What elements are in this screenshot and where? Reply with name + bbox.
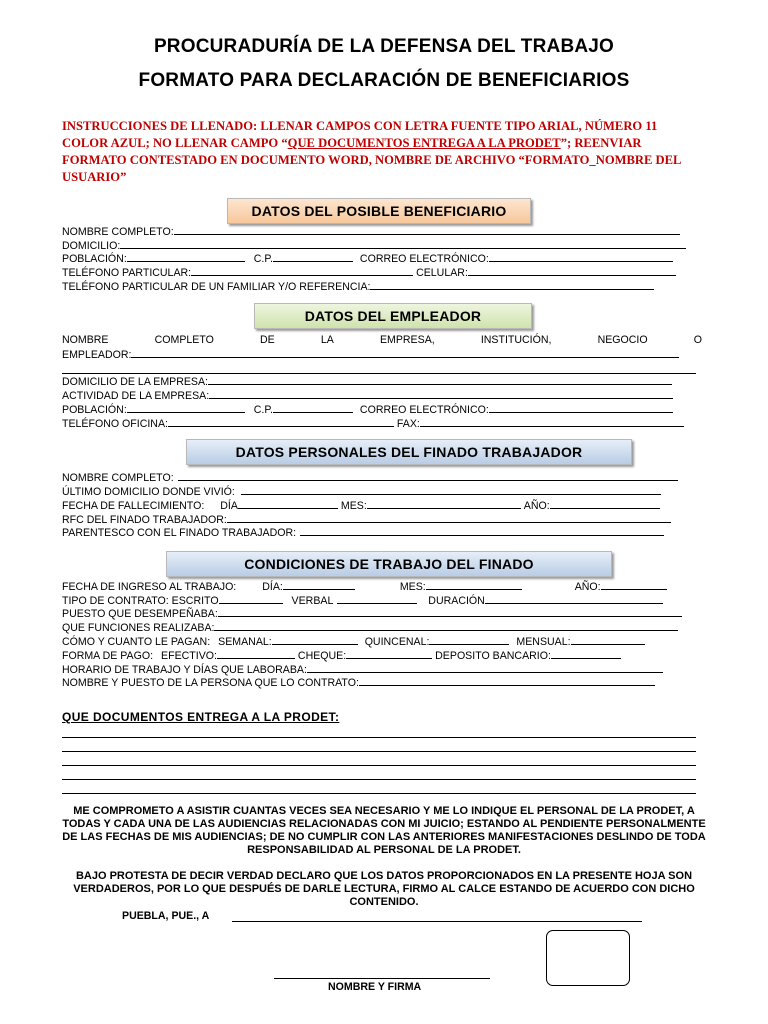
finado-nombre-input[interactable]: [178, 470, 678, 481]
label-finado-domicilio: ÚLTIMO DOMICILIO DONDE VIVIÓ:: [62, 486, 235, 498]
field-row-domicilio: [62, 238, 702, 252]
parentesco-input[interactable]: [300, 525, 664, 536]
label-anio: AÑO:: [523, 500, 550, 512]
funciones-input[interactable]: [214, 620, 678, 631]
field-row-telefono: [62, 265, 702, 279]
label-nombre: NOMBRE COMPLETO:: [62, 226, 174, 238]
fallecimiento-dia-input[interactable]: [238, 498, 338, 509]
lugar-fecha-label: PUEBLA, PUE., A: [122, 910, 210, 922]
word-4: LA: [320, 334, 334, 346]
field-row-poblacion-empresa: [62, 402, 702, 416]
documentos-title: [62, 710, 339, 724]
quincenal-input[interactable]: [429, 634, 509, 645]
word-1: NOMBRE: [62, 334, 109, 346]
word-6: INSTITUCIÓN,: [480, 334, 552, 346]
puesto-input[interactable]: [218, 606, 682, 617]
label-verbal: VERBAL: [291, 595, 334, 607]
ingreso-anio-input[interactable]: [601, 579, 667, 590]
section-header-empleador: DATOS DEL EMPLEADOR: [254, 303, 532, 329]
label-dia: DÍA: [220, 500, 238, 512]
word-7: NEGOCIO: [597, 334, 648, 346]
field-row-telefono-oficina: [62, 416, 702, 430]
label-funciones: QUE FUNCIONES REALIZABA:: [62, 622, 215, 634]
fallecimiento-mes-input[interactable]: [367, 498, 521, 509]
nombre-firma-label: NOMBRE Y FIRMA: [328, 981, 422, 993]
field-row-contrato-persona: [62, 675, 702, 689]
field-row-horario: [62, 662, 702, 676]
label-finado-nombre: NOMBRE COMPLETO:: [62, 472, 174, 484]
firma-line[interactable]: [274, 978, 490, 979]
celular-input[interactable]: [468, 265, 676, 276]
page-subtitle: FORMATO PARA DECLARACIÓN DE BENEFICIARIOS: [138, 70, 630, 91]
label-contrato-persona: NOMBRE Y PUESTO DE LA PERSONA QUE LO CONTRATO:: [62, 677, 359, 689]
field-row-contrato: [62, 593, 702, 607]
label-telefono: TELÉFONO PARTICULAR:: [62, 267, 192, 279]
page-title: PROCURADURÍA DE LA DEFENSA DEL TRABAJO: [153, 36, 615, 57]
field-row-parentesco: [62, 525, 702, 539]
instructions-part2: ”; REENVIAR FORMATO CONTESTADO EN DOCUMENTO WORD, NOMBRE DE ARCHIVO “FORMATO_NOMBRE DEL USUARIO”: [62, 136, 681, 184]
contrato-persona-input[interactable]: [359, 675, 655, 686]
documentos-title-text: QUE DOCUMENTOS ENTREGA A LA PRODET: [62, 710, 335, 724]
field-row-finado-domicilio: [62, 484, 702, 498]
empleador-nombre-label-row: [62, 333, 702, 347]
telefono-familiar-input[interactable]: [370, 279, 654, 290]
duracion-input[interactable]: [485, 593, 663, 604]
documentos-line-1[interactable]: [62, 737, 696, 738]
label-rfc: RFC DEL FINADO TRABAJADOR:: [62, 514, 227, 526]
section-header-condiciones: CONDICIONES DE TRABAJO DEL FINADO: [166, 551, 612, 577]
field-row-actividad: [62, 388, 702, 402]
field-row-empleador: [62, 347, 702, 361]
field-row-finado-nombre: [62, 470, 702, 484]
label-puesto: PUESTO QUE DESEMPEÑABA:: [62, 608, 218, 620]
correo-input[interactable]: [489, 251, 673, 262]
cp-input[interactable]: [273, 251, 353, 262]
field-row-nombre: [62, 224, 702, 238]
documentos-line-2[interactable]: [62, 751, 696, 752]
field-row-rfc: [62, 512, 702, 526]
semanal-input[interactable]: [272, 634, 358, 645]
actividad-input[interactable]: [209, 388, 673, 399]
field-row-forma-pago: [62, 648, 702, 662]
fecha-input[interactable]: [232, 921, 642, 922]
protesta-paragraph: BAJO PROTESTA DE DECIR VERDAD DECLARO QUE LOS DATOS PROPORCIONADOS EN LA PRESENTE HOJA SON VERDADEROS, POR LO QUE DESPUÉS DE DARLE LECTURA, FIRMO AL CALCE ESTANDO DE ACUERDO CON DICHO CONTENIDO.: [73, 870, 695, 908]
section-header-finado: DATOS PERSONALES DEL FINADO TRABAJADOR: [186, 439, 632, 465]
field-row-ingreso: [62, 579, 702, 593]
label-fax: FAX:: [396, 418, 420, 430]
label-correo: CORREO ELECTRÓNICO:: [359, 253, 489, 265]
label-semanal: SEMANAL:: [218, 636, 272, 648]
label-ingreso: FECHA DE INGRESO AL TRABAJO:: [62, 581, 237, 593]
efectivo-input[interactable]: [217, 648, 295, 659]
label-fallecimiento: FECHA DE FALLECIMIENTO:: [62, 500, 205, 512]
word-8: O: [693, 334, 702, 346]
cp-empresa-input[interactable]: [273, 402, 353, 413]
word-3: DE: [260, 334, 275, 346]
cheque-input[interactable]: [346, 648, 432, 659]
documentos-colon: :: [334, 710, 340, 724]
deposito-input[interactable]: [551, 648, 621, 659]
label-cp-empresa: C.P.: [253, 404, 273, 416]
label-ingreso-mes: MES:: [399, 581, 426, 593]
section-header-beneficiario: DATOS DEL POSIBLE BENEFICIARIO: [227, 198, 531, 224]
label-poblacion-empresa: POBLACIÓN:: [62, 404, 127, 416]
label-correo-empresa: CORREO ELECTRÓNICO:: [359, 404, 489, 416]
label-quincenal: QUINCENAL:: [364, 636, 430, 648]
label-telefono-familiar: TELÉFONO PARTICULAR DE UN FAMILIAR Y/O REFERENCIA:: [62, 281, 371, 293]
empleador-input[interactable]: [131, 347, 679, 358]
mensual-input[interactable]: [571, 634, 645, 645]
instructions: [62, 118, 702, 186]
field-row-domicilio-empresa: [62, 374, 702, 388]
label-contrato: TIPO DE CONTRATO: ESCRITO: [62, 595, 219, 607]
huella-box: [546, 930, 630, 986]
ingreso-dia-input[interactable]: [283, 579, 355, 590]
documentos-line-5[interactable]: [62, 793, 696, 794]
nombre-input[interactable]: [174, 224, 680, 235]
field-row-funciones: [62, 620, 702, 634]
word-2: COMPLETO: [154, 334, 214, 346]
label-duracion: DURACIÓN: [428, 595, 485, 607]
label-mes: MES:: [340, 500, 367, 512]
label-telefono-oficina: TELÉFONO OFICINA:: [62, 418, 168, 430]
label-cheque: CHEQUE:: [297, 650, 347, 662]
instructions-part1: INSTRUCCIONES DE LLENADO: LLENAR CAMPOS CON LETRA FUENTE TIPO ARIAL, NÚMERO 11 COLOR AZUL; NO LLENAR CAMPO “: [62, 119, 658, 150]
contrato-escrito-input[interactable]: [219, 593, 283, 604]
domicilio-input[interactable]: [120, 238, 686, 249]
label-ingreso-dia: DÍA:: [262, 581, 283, 593]
ingreso-mes-input[interactable]: [426, 579, 522, 590]
label-pago: CÓMO Y CUANTO LE PAGAN:: [62, 636, 211, 648]
telefono-oficina-input[interactable]: [168, 416, 394, 427]
compromiso-paragraph: ME COMPROMETO A ASISTIR CUANTAS VECES SEA NECESARIO Y ME LO INDIQUE EL PERSONAL DE LA PRODET, A TODAS Y CADA UNA DE LAS AUDIENCIAS RELACIONADAS CON MI JUICIO; ESTANDO AL PENDIENTE PERSONALMENTE DE LAS FECHAS DE MIS AUDIENCIAS; DE NO CUMPLIR CON LAS ANTERIORES MANIFESTACIONES DESLINDO DE TODA RESPONSABILIDAD AL PERSONAL DE LA PRODET.: [62, 805, 706, 856]
poblacion-input[interactable]: [127, 251, 245, 262]
documentos-line-3[interactable]: [62, 765, 696, 766]
label-deposito: DEPOSITO BANCARIO:: [435, 650, 551, 662]
fallecimiento-anio-input[interactable]: [550, 498, 660, 509]
field-row-telefono-familiar: [62, 279, 702, 293]
poblacion-empresa-input[interactable]: [127, 402, 245, 413]
field-row-pago: [62, 634, 702, 648]
label-celular: CELULAR:: [416, 267, 468, 279]
label-domicilio-empresa: DOMICILIO DE LA EMPRESA:: [62, 376, 208, 388]
instructions-underlined: QUE DOCUMENTOS ENTREGA A LA PRODET: [287, 136, 561, 150]
documentos-line-4[interactable]: [62, 779, 696, 780]
label-actividad: ACTIVIDAD DE LA EMPRESA:: [62, 390, 210, 402]
contrato-verbal-input[interactable]: [337, 593, 417, 604]
fax-input[interactable]: [420, 416, 684, 427]
label-mensual: MENSUAL:: [516, 636, 571, 648]
label-forma-pago: FORMA DE PAGO:: [62, 650, 154, 662]
domicilio-empresa-input[interactable]: [208, 374, 672, 385]
rfc-input[interactable]: [227, 512, 671, 523]
label-poblacion: POBLACIÓN:: [62, 253, 127, 265]
label-domicilio: DOMICILIO:: [62, 240, 121, 252]
label-efectivo: EFECTIVO:: [161, 650, 217, 662]
telefono-input[interactable]: [191, 265, 413, 276]
horario-input[interactable]: [307, 662, 663, 673]
correo-empresa-input[interactable]: [489, 402, 673, 413]
label-parentesco: PARENTESCO CON EL FINADO TRABAJADOR:: [62, 527, 297, 539]
label-ingreso-anio: AÑO:: [574, 581, 601, 593]
field-row-fallecimiento: [62, 498, 702, 512]
label-empleador: EMPLEADOR:: [62, 349, 132, 361]
label-horario: HORARIO DE TRABAJO Y DÍAS QUE LABORABA:: [62, 664, 307, 676]
finado-domicilio-input[interactable]: [241, 484, 661, 495]
field-row-puesto: [62, 606, 702, 620]
label-cp: C.P.: [253, 253, 273, 265]
word-5: EMPRESA,: [379, 334, 435, 346]
field-row-poblacion: [62, 251, 702, 265]
